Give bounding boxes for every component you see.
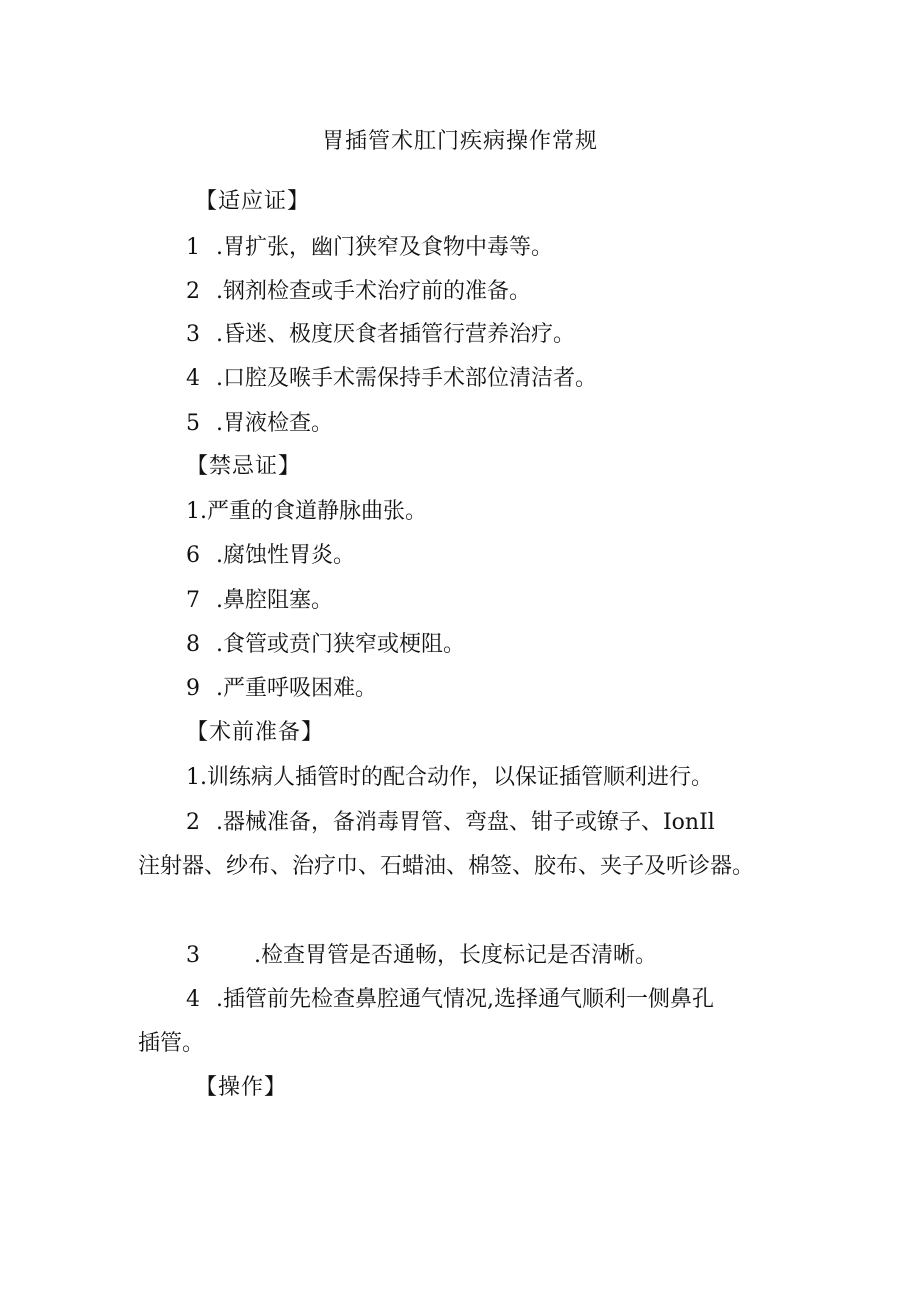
item-number: 4 [186,987,200,1012]
list-item [186,233,553,263]
list-item [186,277,531,307]
list-item [186,985,714,1015]
list-item [186,674,377,704]
item-text: .口腔及喉手术需保持手术部位清洁者。 [216,366,597,391]
item-text: .严重呼吸困难。 [216,676,377,701]
list-item [186,941,657,971]
item-number: 3 [186,943,200,968]
list-item [186,497,427,527]
item-number: 8 [186,632,200,657]
list-item [186,320,575,350]
section-heading-indications: 【适应证】 [195,189,311,214]
item-text: .检查胃管是否通畅，长度标记是否清晰。 [254,943,657,968]
section-heading-contraindications: 【禁忌证】 [186,454,302,479]
section-heading-preparation: 【术前准备】 [186,720,325,745]
item-text: .腐蚀性胃炎。 [216,543,355,568]
item-text: .食管或贲门狭窄或梗阻。 [216,632,465,657]
item-number: 5 [186,411,200,436]
list-item [186,630,465,660]
item-number: 2 [186,279,200,304]
list-item [186,364,597,394]
item-text: 1.训练病人插管时的配合动作，以保证插管顺利进行。 [186,765,713,790]
list-item [186,808,715,838]
list-item-continuation: 插管。 [138,1031,205,1056]
item-text: .胃液检查。 [216,411,333,436]
item-text: .鼻腔阻塞。 [216,588,333,613]
list-item [186,409,333,439]
section-heading-operation: 【操作】 [195,1075,288,1100]
item-number: 1 [186,235,200,260]
list-item [186,541,355,571]
item-text: .钢剂检查或手术治疗前的准备。 [216,279,531,304]
item-number: 4 [186,366,200,391]
list-item [186,586,333,616]
item-number: 3 [186,322,200,347]
item-number: 6 [186,543,200,568]
item-text: 1.严重的食道静脉曲张。 [186,499,427,524]
list-item-continuation: 注射器、纱布、治疗巾、石蜡油、棉签、胶布、夹子及听诊器。 [138,854,755,879]
document-title: 胃插管术肛门疾病操作常规 [321,129,598,154]
item-text: .昏迷、极度厌食者插管行营养治疗。 [216,322,575,347]
list-item [186,763,713,793]
item-number: 9 [186,676,200,701]
item-number: 2 [186,810,200,835]
item-number: 7 [186,588,200,613]
item-text: .插管前先检查鼻腔通气情况,选择通气顺利一侧鼻孔 [216,987,714,1012]
item-text: .胃扩张，幽门狭窄及食物中毒等。 [216,235,553,260]
item-text: .器械准备，备消毒胃管、弯盘、钳子或镣子、IonIl [216,810,715,835]
